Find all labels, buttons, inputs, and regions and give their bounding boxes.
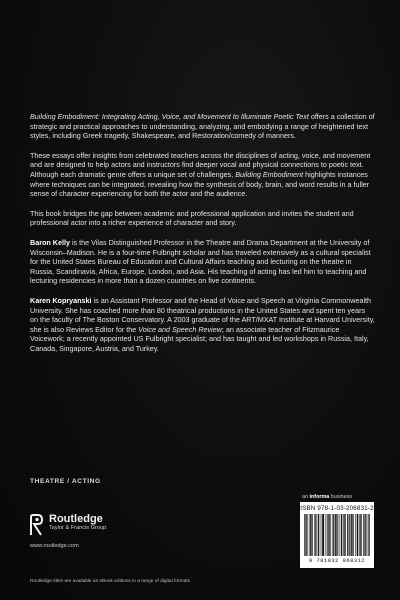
isbn-barcode (300, 502, 374, 568)
author-bio-1 (30, 238, 375, 286)
blurb-paragraph-1-text: offers a collection of strategic and practical approaches to understanding, analyzing, and embodying a range of heightened text styles, including Greek tragedy, Shakespeare, and Restoration/comedy of manners. (30, 112, 375, 141)
blurb-paragraph-2-text-a: These essays offer insights from celebrated teachers across the disciplines of acting, voice, and movement and are designed to help actors and instructors find deeper vocal and physical connections to poetic text. Although each dramatic genre offers a unique set of challenges, (30, 150, 371, 179)
subject-category: THEATRE / ACTING (30, 478, 101, 485)
publisher-block (28, 513, 106, 537)
author-name-2: Karen Kopryanski (30, 295, 92, 305)
blurb-paragraph-1 (30, 112, 375, 141)
routledge-logo-icon (28, 513, 44, 537)
barcode-icon (304, 514, 370, 556)
blurb-text (30, 112, 375, 363)
journal-title: Voice and Speech Review (138, 324, 222, 334)
ebook-footnote: Routledge titles are available as eBook editions in a range of digital formats (30, 579, 190, 584)
blurb-paragraph-2-text-b: highlights instances where techniques can be integrated, revealing how the synthesis of body, brain, and word results in a fuller sense of character experiencing for both the actor and the audience. (30, 169, 370, 199)
publisher-subline: Taylor & Francis Group (49, 525, 107, 531)
book-title: Building Embodiment: Integrating Acting, Voice, and Movement to Illuminate Poetic Text (30, 112, 309, 121)
isbn-label: ISBN 978-1-03-206831-2 (300, 505, 374, 512)
informa-suffix: business (329, 494, 353, 500)
publisher-name: Routledge (49, 513, 103, 525)
author-bio-2 (30, 296, 375, 354)
publisher-url: www.routledge.com (30, 543, 79, 549)
book-title-short: Building Embodiment (235, 169, 304, 179)
author-bio-2-text-b: ; an associate teacher of Fitzmaurice Voicework; a recently appointed US Fulbright specialist; and has taught and led workshops in Russia, Italy, Canada, Singapore, Austria, and Turkey. (30, 324, 369, 353)
barcode-digits: 9 781032 068312 (308, 558, 366, 564)
informa-brand: informa (309, 494, 330, 500)
publisher-text (49, 513, 106, 532)
author-bio-2-text-a: is an Assistant Professor and the Head of Voice and Speech at Virginia Commonwealth University. She has coached more than 80 theatrical productions in the United States and spent ten years on the faculty of The Boston Conservatory. A 2003 graduate of the ART/MXAT Institute at Harvard University, she is also Reviews Editor for the (30, 295, 375, 334)
author-bio-1-text: is the Vilas Distinguished Professor in the Theatre and Drama Department at the University of Wisconsin–Madison. He is a four-time Fulbright scholar and has traveled extensively as a cultural specialist for the United States Bureau of Education and Cultural Affairs teaching and lecturing on the theatre in Russia, Scandinavia, Africa, Europe, London, and Asia. His teaching of acting has led him to teaching and lecturing residencies in more than a dozen countries on five continents. (30, 237, 371, 286)
blurb-paragraph-2 (30, 151, 375, 199)
blurb-paragraph-3: This book bridges the gap between academic and professional application and invites the student and professional actor into a richer experience of character and story. (30, 208, 354, 228)
informa-tagline (302, 494, 352, 500)
author-name-1: Baron Kelly (30, 237, 70, 247)
informa-prefix: an (302, 494, 310, 500)
